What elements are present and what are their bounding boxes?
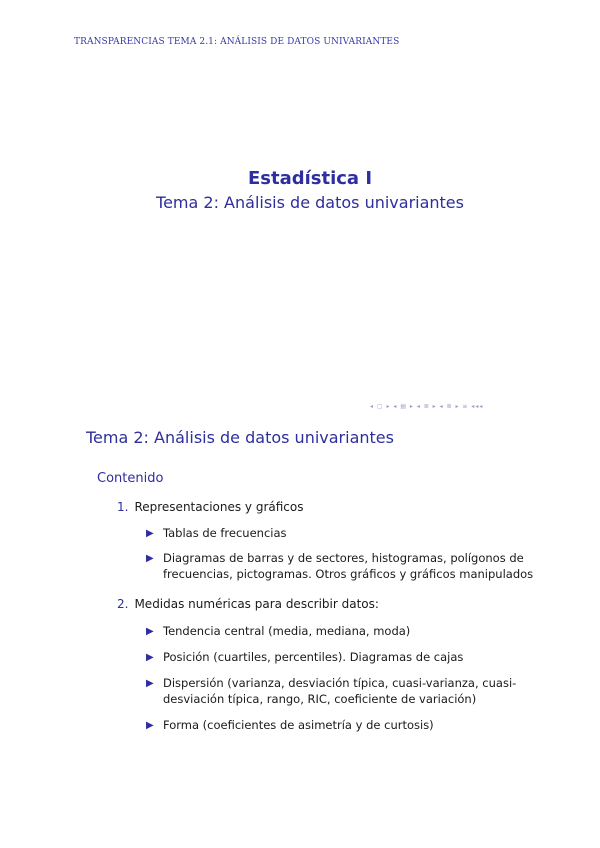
triangle-bullet-icon: ▶ (146, 652, 154, 663)
bullet-text: Forma (coeficientes de asimetría y de curtosis) (163, 718, 434, 732)
list-item (117, 500, 304, 514)
bullet-item (146, 675, 536, 707)
item-number: 2. (117, 597, 129, 611)
item-label: Representaciones y gráficos (134, 500, 304, 514)
bullet-text: Diagramas de barras y de sectores, histogramas, polígonos de frecuencias, pictogramas. Otros gráficos y gráficos manipulados (163, 551, 534, 581)
bullet-item (146, 550, 536, 582)
beamer-navigation-bar[interactable]: ◂ ▢ ▸ ◂ ▤ ▸ ◂ ≣ ▸ ◂ ≣ ▸ ≡ ◂◂◂ (370, 403, 484, 410)
section-heading: Contenido (97, 471, 164, 486)
presentation-title: Estadística I (247, 168, 373, 189)
triangle-bullet-icon: ▶ (146, 553, 154, 564)
bullet-item (146, 717, 536, 733)
bullet-text: Dispersión (varianza, desviación típica, cuasi-varianza, cuasi-desviación típica, rango, RIC, coeficiente de variación) (163, 676, 517, 706)
list-item (117, 597, 379, 611)
bullet-item (146, 649, 536, 665)
bullet-item (146, 525, 536, 541)
triangle-bullet-icon: ▶ (146, 678, 154, 689)
triangle-bullet-icon: ▶ (146, 528, 154, 539)
presentation-subtitle: Tema 2: Análisis de datos univariantes (156, 193, 464, 212)
item-number: 1. (117, 500, 129, 514)
bullet-text: Tablas de frecuencias (163, 526, 287, 540)
bullet-text: Posición (cuartiles, percentiles). Diagramas de cajas (163, 650, 464, 664)
triangle-bullet-icon: ▶ (146, 720, 154, 731)
bullet-item (146, 623, 536, 639)
title-slide (0, 168, 600, 212)
item-label: Medidas numéricas para describir datos: (134, 597, 379, 611)
bullet-text: Tendencia central (media, mediana, moda) (163, 624, 411, 638)
slide-title: Tema 2: Análisis de datos univariantes (86, 428, 394, 447)
running-header: TRANSPARENCIAS TEMA 2.1: ANÁLISIS DE DATOS UNIVARIANTES (74, 37, 400, 47)
triangle-bullet-icon: ▶ (146, 626, 154, 637)
